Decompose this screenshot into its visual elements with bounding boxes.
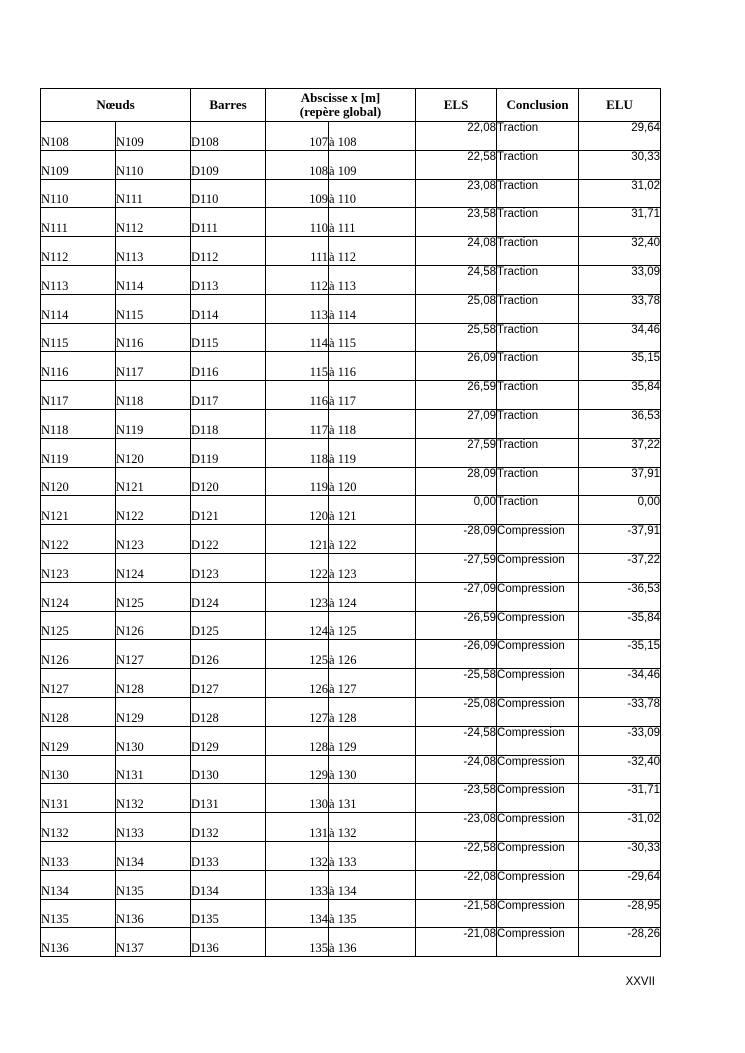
els-cell: 26,09 (416, 352, 497, 381)
abscissa-start-cell: 112 (266, 265, 329, 294)
els-cell: -23,08 (416, 813, 497, 842)
abscissa-end-cell: à 126 (329, 640, 416, 669)
els-cell: 0,00 (416, 496, 497, 525)
conclusion-cell: Compression (497, 784, 579, 813)
abscissa-end-cell: à 128 (329, 697, 416, 726)
node-end-cell: N115 (116, 294, 191, 323)
abscissa-end-cell: à 124 (329, 582, 416, 611)
elu-cell: 37,22 (579, 438, 661, 467)
conclusion-cell: Compression (497, 755, 579, 784)
abscissa-start-cell: 113 (266, 294, 329, 323)
node-end-cell: N122 (116, 496, 191, 525)
bar-cell: D112 (191, 237, 266, 266)
abscissa-start-cell: 131 (266, 813, 329, 842)
elu-cell: 31,71 (579, 208, 661, 237)
node-end-cell: N135 (116, 870, 191, 899)
node-end-cell: N112 (116, 208, 191, 237)
abscissa-start-cell: 109 (266, 179, 329, 208)
els-cell: 24,08 (416, 237, 497, 266)
els-cell: 27,09 (416, 409, 497, 438)
abscissa-end-cell: à 123 (329, 553, 416, 582)
abscissa-start-cell: 117 (266, 409, 329, 438)
bar-cell: D118 (191, 409, 266, 438)
table-row (41, 870, 661, 899)
bar-cell: D111 (191, 208, 266, 237)
node-end-cell: N125 (116, 582, 191, 611)
node-start-cell: N134 (41, 870, 116, 899)
abscissa-end-cell: à 136 (329, 928, 416, 957)
els-cell: -21,08 (416, 928, 497, 957)
abscissa-start-cell: 118 (266, 438, 329, 467)
conclusion-cell: Traction (497, 150, 579, 179)
abscissa-end-cell: à 109 (329, 150, 416, 179)
abscissa-end-cell: à 113 (329, 265, 416, 294)
els-cell: -25,58 (416, 669, 497, 698)
abscissa-end-cell: à 132 (329, 813, 416, 842)
abscissa-start-cell: 133 (266, 870, 329, 899)
node-start-cell: N129 (41, 726, 116, 755)
table-row (41, 726, 661, 755)
header-noeuds: Nœuds (41, 89, 191, 122)
elu-cell: 37,91 (579, 467, 661, 496)
header-els: ELS (416, 89, 497, 122)
abscissa-end-cell: à 122 (329, 525, 416, 554)
bar-cell: D117 (191, 381, 266, 410)
node-end-cell: N110 (116, 150, 191, 179)
elu-cell: -37,22 (579, 553, 661, 582)
conclusion-cell: Compression (497, 697, 579, 726)
bar-cell: D119 (191, 438, 266, 467)
node-start-cell: N121 (41, 496, 116, 525)
abscissa-end-cell: à 135 (329, 899, 416, 928)
abscissa-end-cell: à 120 (329, 467, 416, 496)
table-row (41, 697, 661, 726)
node-start-cell: N127 (41, 669, 116, 698)
bar-cell: D129 (191, 726, 266, 755)
els-cell: -24,58 (416, 726, 497, 755)
bar-cell: D113 (191, 265, 266, 294)
node-start-cell: N133 (41, 841, 116, 870)
table-row (41, 813, 661, 842)
table-row (41, 841, 661, 870)
node-start-cell: N117 (41, 381, 116, 410)
els-cell: 27,59 (416, 438, 497, 467)
abscissa-start-cell: 127 (266, 697, 329, 726)
abscissa-end-cell: à 115 (329, 323, 416, 352)
node-start-cell: N115 (41, 323, 116, 352)
els-cell: 22,58 (416, 150, 497, 179)
table-row (41, 237, 661, 266)
table-row (41, 496, 661, 525)
header-abscisse (266, 89, 416, 122)
node-start-cell: N108 (41, 122, 116, 151)
els-cell: -28,09 (416, 525, 497, 554)
bar-cell: D109 (191, 150, 266, 179)
abscissa-start-cell: 125 (266, 640, 329, 669)
elu-cell: -34,46 (579, 669, 661, 698)
abscissa-start-cell: 130 (266, 784, 329, 813)
elu-cell: -31,71 (579, 784, 661, 813)
abscissa-end-cell: à 125 (329, 611, 416, 640)
els-cell: 25,58 (416, 323, 497, 352)
conclusion-cell: Traction (497, 438, 579, 467)
conclusion-cell: Traction (497, 265, 579, 294)
els-cell: 23,08 (416, 179, 497, 208)
elu-cell: -28,95 (579, 899, 661, 928)
abscissa-start-cell: 110 (266, 208, 329, 237)
abscissa-end-cell: à 118 (329, 409, 416, 438)
node-start-cell: N122 (41, 525, 116, 554)
table-row (41, 352, 661, 381)
abscissa-start-cell: 124 (266, 611, 329, 640)
node-start-cell: N109 (41, 150, 116, 179)
table-row (41, 553, 661, 582)
table-row (41, 525, 661, 554)
conclusion-cell: Compression (497, 669, 579, 698)
node-start-cell: N124 (41, 582, 116, 611)
bar-cell: D136 (191, 928, 266, 957)
conclusion-cell: Traction (497, 496, 579, 525)
node-start-cell: N119 (41, 438, 116, 467)
bar-cell: D116 (191, 352, 266, 381)
table-row (41, 381, 661, 410)
bar-cell: D130 (191, 755, 266, 784)
conclusion-cell: Traction (497, 467, 579, 496)
node-start-cell: N130 (41, 755, 116, 784)
conclusion-cell: Traction (497, 122, 579, 151)
node-start-cell: N110 (41, 179, 116, 208)
abscissa-start-cell: 120 (266, 496, 329, 525)
table-row (41, 409, 661, 438)
elu-cell: -37,91 (579, 525, 661, 554)
table-row (41, 755, 661, 784)
els-cell: -21,58 (416, 899, 497, 928)
abscissa-start-cell: 128 (266, 726, 329, 755)
els-cell: 28,09 (416, 467, 497, 496)
bar-cell: D133 (191, 841, 266, 870)
abscissa-end-cell: à 112 (329, 237, 416, 266)
elu-cell: -28,26 (579, 928, 661, 957)
abscissa-start-cell: 114 (266, 323, 329, 352)
els-cell: 26,59 (416, 381, 497, 410)
bar-cell: D108 (191, 122, 266, 151)
node-end-cell: N120 (116, 438, 191, 467)
els-cell: 24,58 (416, 265, 497, 294)
abscissa-end-cell: à 127 (329, 669, 416, 698)
abscissa-start-cell: 121 (266, 525, 329, 554)
abscissa-end-cell: à 111 (329, 208, 416, 237)
elu-cell: -31,02 (579, 813, 661, 842)
conclusion-cell: Compression (497, 841, 579, 870)
bar-cell: D115 (191, 323, 266, 352)
els-cell: 25,08 (416, 294, 497, 323)
conclusion-cell: Traction (497, 323, 579, 352)
els-cell: 23,58 (416, 208, 497, 237)
els-cell: -27,09 (416, 582, 497, 611)
node-start-cell: N125 (41, 611, 116, 640)
node-start-cell: N136 (41, 928, 116, 957)
node-start-cell: N128 (41, 697, 116, 726)
abscissa-start-cell: 135 (266, 928, 329, 957)
conclusion-cell: Compression (497, 582, 579, 611)
els-cell: -22,58 (416, 841, 497, 870)
elu-cell: -35,84 (579, 611, 661, 640)
elu-cell: -29,64 (579, 870, 661, 899)
conclusion-cell: Compression (497, 726, 579, 755)
page-number: XXVII (625, 976, 655, 988)
node-end-cell: N124 (116, 553, 191, 582)
bar-cell: D135 (191, 899, 266, 928)
table-row (41, 611, 661, 640)
bar-cell: D131 (191, 784, 266, 813)
bar-cell: D123 (191, 553, 266, 582)
abscissa-end-cell: à 108 (329, 122, 416, 151)
bar-cell: D114 (191, 294, 266, 323)
conclusion-cell: Traction (497, 409, 579, 438)
node-start-cell: N114 (41, 294, 116, 323)
abscissa-end-cell: à 116 (329, 352, 416, 381)
abscissa-start-cell: 123 (266, 582, 329, 611)
node-end-cell: N117 (116, 352, 191, 381)
node-end-cell: N121 (116, 467, 191, 496)
header-abscisse-line1: Abscisse x [m] (300, 90, 381, 105)
abscissa-end-cell: à 129 (329, 726, 416, 755)
node-start-cell: N111 (41, 208, 116, 237)
els-cell: 22,08 (416, 122, 497, 151)
abscissa-end-cell: à 130 (329, 755, 416, 784)
elu-cell: 33,09 (579, 265, 661, 294)
table-row (41, 467, 661, 496)
table-row (41, 899, 661, 928)
abscissa-end-cell: à 117 (329, 381, 416, 410)
node-end-cell: N137 (116, 928, 191, 957)
bar-cell: D124 (191, 582, 266, 611)
header-elu: ELU (579, 89, 661, 122)
node-end-cell: N123 (116, 525, 191, 554)
abscissa-start-cell: 107 (266, 122, 329, 151)
conclusion-cell: Traction (497, 294, 579, 323)
conclusion-cell: Traction (497, 208, 579, 237)
table-row (41, 208, 661, 237)
abscissa-end-cell: à 114 (329, 294, 416, 323)
abscissa-start-cell: 129 (266, 755, 329, 784)
abscissa-start-cell: 108 (266, 150, 329, 179)
abscissa-end-cell: à 133 (329, 841, 416, 870)
bar-cell: D128 (191, 697, 266, 726)
elu-cell: -33,09 (579, 726, 661, 755)
node-start-cell: N132 (41, 813, 116, 842)
abscissa-start-cell: 115 (266, 352, 329, 381)
table-row (41, 640, 661, 669)
bar-cell: D110 (191, 179, 266, 208)
bar-cell: D132 (191, 813, 266, 842)
conclusion-cell: Compression (497, 870, 579, 899)
elu-cell: 29,64 (579, 122, 661, 151)
conclusion-cell: Compression (497, 553, 579, 582)
elu-cell: -30,33 (579, 841, 661, 870)
bar-cell: D134 (191, 870, 266, 899)
table-row (41, 582, 661, 611)
els-cell: -25,08 (416, 697, 497, 726)
node-end-cell: N116 (116, 323, 191, 352)
elu-cell: 30,33 (579, 150, 661, 179)
elu-cell: -36,53 (579, 582, 661, 611)
node-end-cell: N130 (116, 726, 191, 755)
node-start-cell: N113 (41, 265, 116, 294)
elu-cell: 33,78 (579, 294, 661, 323)
bar-cell: D126 (191, 640, 266, 669)
conclusion-cell: Compression (497, 813, 579, 842)
node-end-cell: N133 (116, 813, 191, 842)
table-row (41, 323, 661, 352)
conclusion-cell: Traction (497, 352, 579, 381)
node-end-cell: N126 (116, 611, 191, 640)
els-cell: -24,08 (416, 755, 497, 784)
conclusion-cell: Traction (497, 179, 579, 208)
node-end-cell: N131 (116, 755, 191, 784)
table-row (41, 179, 661, 208)
elu-cell: 35,15 (579, 352, 661, 381)
node-end-cell: N111 (116, 179, 191, 208)
node-start-cell: N126 (41, 640, 116, 669)
node-end-cell: N128 (116, 669, 191, 698)
conclusion-cell: Compression (497, 640, 579, 669)
abscissa-end-cell: à 110 (329, 179, 416, 208)
table-row (41, 784, 661, 813)
header-barres: Barres (191, 89, 266, 122)
table-row (41, 122, 661, 151)
node-start-cell: N118 (41, 409, 116, 438)
node-end-cell: N134 (116, 841, 191, 870)
node-start-cell: N112 (41, 237, 116, 266)
conclusion-cell: Compression (497, 525, 579, 554)
abscissa-end-cell: à 121 (329, 496, 416, 525)
els-cell: -23,58 (416, 784, 497, 813)
bar-cell: D125 (191, 611, 266, 640)
results-table (40, 88, 661, 957)
elu-cell: 35,84 (579, 381, 661, 410)
node-end-cell: N136 (116, 899, 191, 928)
bar-cell: D122 (191, 525, 266, 554)
abscissa-start-cell: 126 (266, 669, 329, 698)
table-row (41, 928, 661, 957)
abscissa-start-cell: 119 (266, 467, 329, 496)
table-row (41, 150, 661, 179)
els-cell: -22,08 (416, 870, 497, 899)
conclusion-cell: Traction (497, 237, 579, 266)
bar-cell: D121 (191, 496, 266, 525)
elu-cell: 32,40 (579, 237, 661, 266)
header-abscisse-line2: (repère global) (299, 104, 382, 119)
header-conclusion: Conclusion (497, 89, 579, 122)
node-end-cell: N127 (116, 640, 191, 669)
elu-cell: 36,53 (579, 409, 661, 438)
abscissa-end-cell: à 119 (329, 438, 416, 467)
bar-cell: D127 (191, 669, 266, 698)
table-header-row (41, 89, 661, 122)
table-row (41, 265, 661, 294)
node-start-cell: N116 (41, 352, 116, 381)
node-start-cell: N131 (41, 784, 116, 813)
table-row (41, 438, 661, 467)
els-cell: -26,09 (416, 640, 497, 669)
elu-cell: -35,15 (579, 640, 661, 669)
bar-cell: D120 (191, 467, 266, 496)
abscissa-start-cell: 134 (266, 899, 329, 928)
elu-cell: -32,40 (579, 755, 661, 784)
abscissa-start-cell: 111 (266, 237, 329, 266)
conclusion-cell: Compression (497, 611, 579, 640)
abscissa-start-cell: 116 (266, 381, 329, 410)
table-row (41, 294, 661, 323)
elu-cell: 31,02 (579, 179, 661, 208)
els-cell: -26,59 (416, 611, 497, 640)
table-body (41, 122, 661, 957)
elu-cell: -33,78 (579, 697, 661, 726)
abscissa-start-cell: 132 (266, 841, 329, 870)
abscissa-end-cell: à 131 (329, 784, 416, 813)
conclusion-cell: Compression (497, 899, 579, 928)
node-end-cell: N119 (116, 409, 191, 438)
els-cell: -27,59 (416, 553, 497, 582)
node-start-cell: N135 (41, 899, 116, 928)
abscissa-end-cell: à 134 (329, 870, 416, 899)
node-end-cell: N114 (116, 265, 191, 294)
node-end-cell: N113 (116, 237, 191, 266)
node-start-cell: N123 (41, 553, 116, 582)
node-start-cell: N120 (41, 467, 116, 496)
node-end-cell: N129 (116, 697, 191, 726)
table-row (41, 669, 661, 698)
elu-cell: 0,00 (579, 496, 661, 525)
node-end-cell: N118 (116, 381, 191, 410)
conclusion-cell: Compression (497, 928, 579, 957)
node-end-cell: N109 (116, 122, 191, 151)
abscissa-start-cell: 122 (266, 553, 329, 582)
node-end-cell: N132 (116, 784, 191, 813)
elu-cell: 34,46 (579, 323, 661, 352)
conclusion-cell: Traction (497, 381, 579, 410)
